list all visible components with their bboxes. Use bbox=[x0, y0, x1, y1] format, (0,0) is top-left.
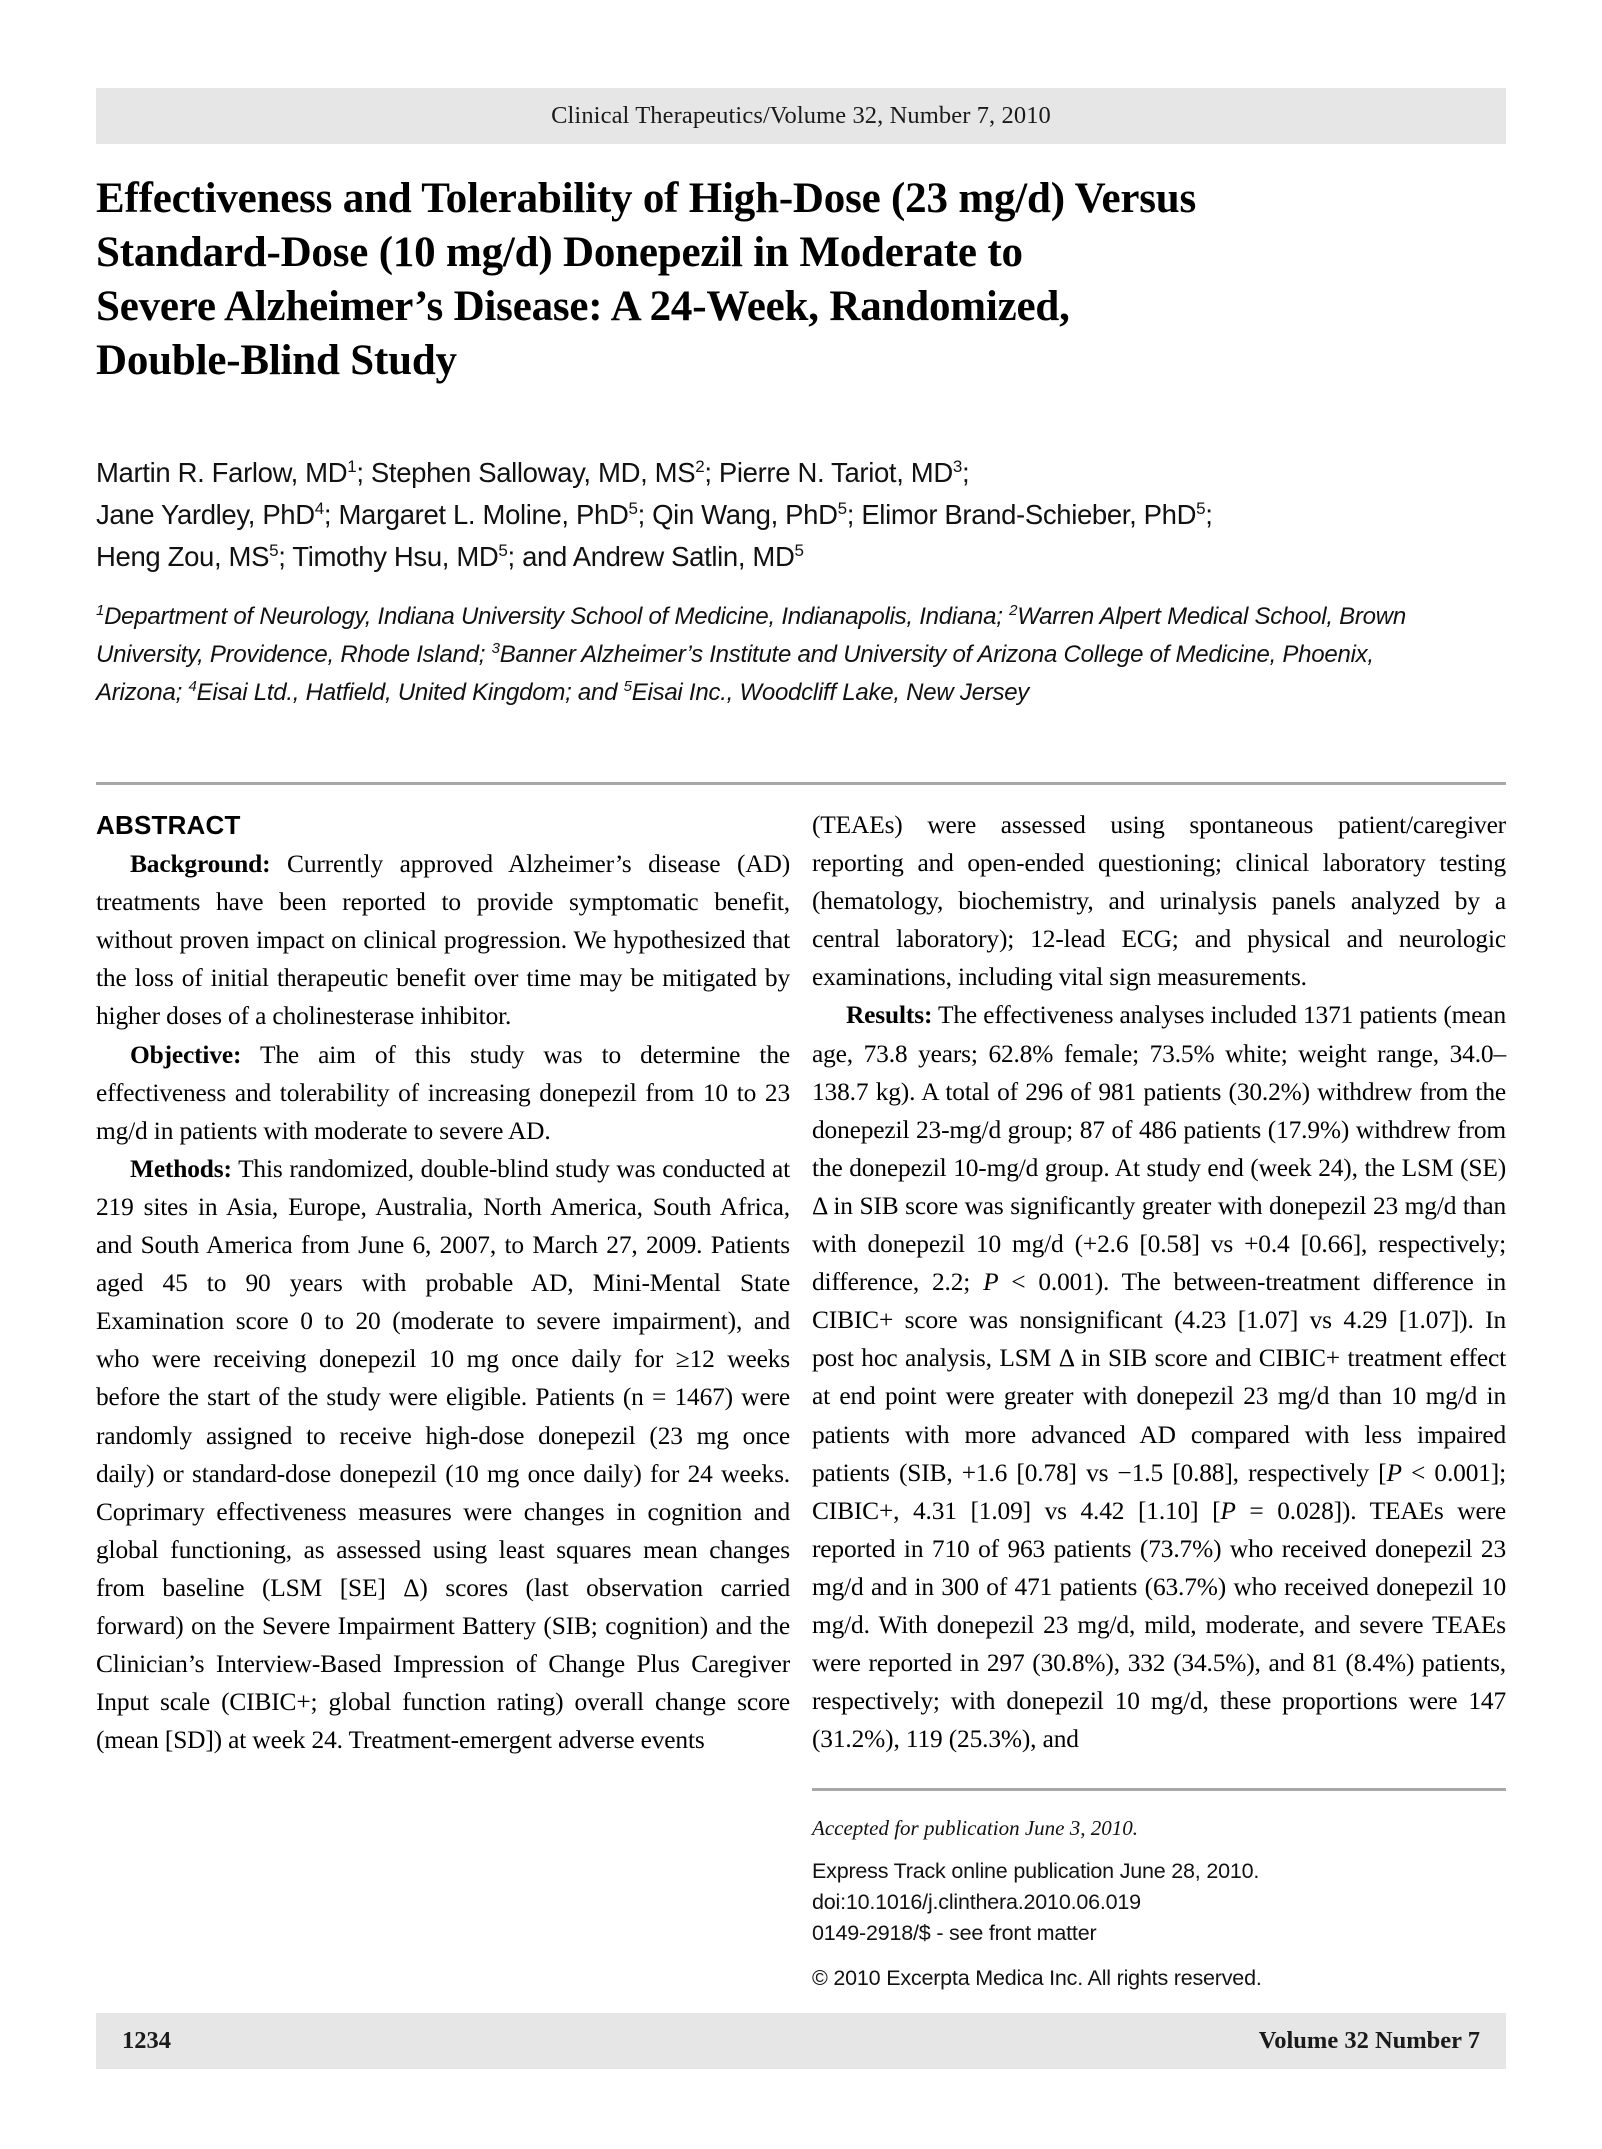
p-value-symbol: P bbox=[983, 1268, 999, 1297]
footnote-rule bbox=[812, 1788, 1506, 1791]
affiliation-marker: 3 bbox=[952, 456, 962, 476]
affiliations bbox=[96, 598, 1426, 712]
affiliation-marker: 5 bbox=[628, 498, 638, 518]
abstract-top-rule bbox=[96, 782, 1506, 785]
methods-continuation-text: (TEAEs) were assessed using spontaneous patient/caregiver reporting and open-ended questioning; clinical laboratory testing (hematology, biochemistry, and urinalysis panels analyzed by a central laboratory); 12-lead ECG; and physical and neurologic examinations, including vital sign measurements. bbox=[812, 811, 1506, 992]
results-label: Results: bbox=[846, 1001, 933, 1030]
results-text-3: < 0.001]; CIBIC+, 4.31 [1.09] vs 4.42 [1.10] [ bbox=[812, 1458, 1507, 1525]
title-line-4: Double-Blind Study bbox=[96, 337, 457, 384]
copyright-line: © 2010 Excerpta Medica Inc. All rights reserved. bbox=[812, 1966, 1262, 1990]
affiliation-marker: 3 bbox=[491, 640, 500, 657]
methods-text: This randomized, double-blind study was conducted at 219 sites in Asia, Europe, Australia, North America, South Africa, and South America from June 6, 2007, to March 27, 2009. Patients aged 45 to 90 years with probable AD, Mini-Mental State Examination score 0 to 20 (moderate to severe impairment), and who were receiving donepezil 10 mg once daily for ≥12 weeks before the start of the study were eligible. Patients (n = 1467) were randomly assigned to receive high-dose donepezil (23 mg once daily) or standard-dose donepezil (10 mg once daily) for 24 weeks. Coprimary effectiveness measures were changes in cognition and global functioning, as assessed using least squares mean changes from baseline (LSM [SE] Δ) scores (last observation carried forward) on the Severe Impairment Battery (SIB; cognition) and the Clinician’s Interview-Based Impression of Change Plus Caregiver Input scale (CIBIC+; global function rating) overall change score (mean [SD]) at week 24. Treatment-emergent adverse events bbox=[96, 1154, 790, 1755]
author-separator: ; bbox=[961, 457, 970, 488]
volume-issue: Volume 32 Number 7 bbox=[1258, 2027, 1480, 2054]
title-line-1: Effectiveness and Tolerability of High-Dose (23 mg/d) Versus bbox=[96, 175, 1197, 222]
affiliation-marker: 5 bbox=[498, 540, 508, 560]
author-name: Jane Yardley, PhD bbox=[96, 499, 315, 530]
article-title bbox=[96, 172, 1476, 388]
background-text: Currently approved Alzheimer’s disease (AD) treatments have been reported to provide symptomatic benefit, without proven impact on clinical progression. We hypothesized that the loss of initial therapeutic benefit over time may be mitigated by higher doses of a cholinesterase inhibitor. bbox=[96, 850, 790, 1031]
affiliation-3: Banner Alzheimer’s Institute and University of Arizona College of Medicine, Phoenix, Arizona; bbox=[96, 641, 1374, 706]
author-line-3 bbox=[96, 536, 1496, 578]
running-head-text: Clinical Therapeutics/Volume 32, Number 7, 2010 bbox=[551, 102, 1051, 129]
author-name: Martin R. Farlow, MD bbox=[96, 457, 348, 488]
affiliation-marker: 1 bbox=[347, 456, 357, 476]
author-list bbox=[96, 452, 1496, 578]
footnote-block bbox=[812, 1812, 1506, 1994]
methods-label: Methods: bbox=[130, 1154, 232, 1183]
author-line-2 bbox=[96, 494, 1496, 536]
issn-line: 0149-2918/$ - see front matter bbox=[812, 1921, 1097, 1945]
author-name: Heng Zou, MS bbox=[96, 541, 270, 572]
objective-text: The aim of this study was to determine the effectiveness and tolerability of increasing donepezil from 10 to 23 mg/d in patients with moderate to severe AD. bbox=[96, 1040, 790, 1145]
author-name: ; Timothy Hsu, MD bbox=[278, 541, 499, 572]
abstract-heading: ABSTRACT bbox=[96, 810, 241, 840]
affiliation-2: Warren Alpert Medical School, Brown University, Providence, Rhode Island; bbox=[96, 603, 1406, 668]
affiliation-5: Eisai Inc., Woodcliff Lake, New Jersey bbox=[631, 679, 1030, 706]
author-line-1 bbox=[96, 452, 1496, 494]
express-track-line: Express Track online publication June 28, 2010. bbox=[812, 1859, 1260, 1883]
abstract-column-right bbox=[812, 806, 1506, 1758]
abstract-results-paragraph bbox=[812, 996, 1506, 1758]
affiliation-marker: 5 bbox=[269, 540, 279, 560]
author-separator: ; bbox=[1205, 499, 1213, 530]
accepted-date: Accepted for publication June 3, 2010. bbox=[812, 1816, 1139, 1840]
p-value-symbol: P bbox=[1220, 1496, 1236, 1525]
author-name: ; Qin Wang, PhD bbox=[637, 499, 838, 530]
affiliation-marker: 5 bbox=[1196, 498, 1206, 518]
author-name: ; Margaret L. Moline, PhD bbox=[323, 499, 629, 530]
p-value-symbol: P bbox=[1386, 1458, 1402, 1487]
abstract-objective-paragraph bbox=[96, 1036, 790, 1150]
affiliation-marker: 2 bbox=[695, 456, 705, 476]
results-text-4: = 0.028]). TEAEs were reported in 710 of 963 patients (73.7%) who received donepezil 23 mg/d and in 300 of 471 patients (63.7%) who received donepezil 10 mg/d. With donepezil 23 mg/d, mild, moderate, and severe TEAEs were reported in 297 (30.8%), 332 (34.5%), and 81 (8.4%) patients, respectively; with donepezil 10 mg/d, these proportions were 147 (31.2%), 119 (25.3%), and bbox=[812, 1496, 1506, 1754]
author-name: ; Stephen Salloway, MD, MS bbox=[356, 457, 696, 488]
affiliation-marker: 5 bbox=[623, 678, 632, 695]
affiliation-marker: 4 bbox=[188, 678, 197, 695]
author-name: ; Pierre N. Tariot, MD bbox=[704, 457, 953, 488]
objective-label: Objective: bbox=[130, 1040, 242, 1069]
abstract-background-paragraph bbox=[96, 845, 790, 1035]
affiliation-text bbox=[96, 598, 1426, 712]
affiliation-4: Eisai Ltd., Hatfield, United Kingdom; and bbox=[196, 679, 624, 706]
author-name: ; Elimor Brand-Schieber, PhD bbox=[846, 499, 1197, 530]
title-line-3: Severe Alzheimer’s Disease: A 24-Week, Randomized, bbox=[96, 283, 1070, 330]
affiliation-marker: 5 bbox=[837, 498, 847, 518]
affiliation-marker: 2 bbox=[1009, 602, 1018, 619]
results-text-2: < 0.001). The between-treatment difference in CIBIC+ score was nonsignificant (4.23 [1.07] vs 4.29 [1.07]). In post hoc analysis, LSM Δ in SIB score and CIBIC+ treatment effect at end point were greater with donepezil 23 mg/d than 10 mg/d in patients with more advanced AD compared with less impaired patients (SIB, +1.6 [0.78] vs −1.5 [0.88], respectively [ bbox=[812, 1268, 1506, 1487]
affiliation-marker: 5 bbox=[794, 540, 804, 560]
affiliation-1: Department of Neurology, Indiana University School of Medicine, Indianapolis, Indiana; bbox=[104, 603, 1010, 630]
affiliation-marker: 4 bbox=[314, 498, 324, 518]
author-name: ; and Andrew Satlin, MD bbox=[507, 541, 795, 572]
abstract-column-left bbox=[96, 806, 790, 1759]
abstract-methods-continuation bbox=[812, 806, 1506, 996]
doi-line: doi:10.1016/j.clinthera.2010.06.019 bbox=[812, 1890, 1141, 1914]
abstract-methods-paragraph bbox=[96, 1150, 790, 1760]
running-head-bar bbox=[96, 88, 1506, 144]
affiliation-marker: 1 bbox=[96, 602, 105, 619]
page-footer-bar bbox=[96, 2013, 1506, 2069]
results-text-1: The effectiveness analyses included 1371 patients (mean age, 73.8 years; 62.8% female; 73.5% white; weight range, 34.0–138.7 kg). A total of 296 of 981 patients (30.2%) withdrew from the donepezil 23-mg/d group; 87 of 486 patients (17.9%) withdrew from the donepezil 10-mg/d group. At study end (week 24), the LSM (SE) Δ in SIB score was significantly greater with donepezil 23 mg/d than with donepezil 10 mg/d (+2.6 [0.58] vs +0.4 [0.66], respectively; difference, 2.2; bbox=[812, 1001, 1507, 1297]
title-line-2: Standard-Dose (10 mg/d) Donepezil in Moderate to bbox=[96, 229, 1023, 276]
background-label: Background: bbox=[130, 850, 271, 879]
page-number: 1234 bbox=[122, 2027, 171, 2054]
